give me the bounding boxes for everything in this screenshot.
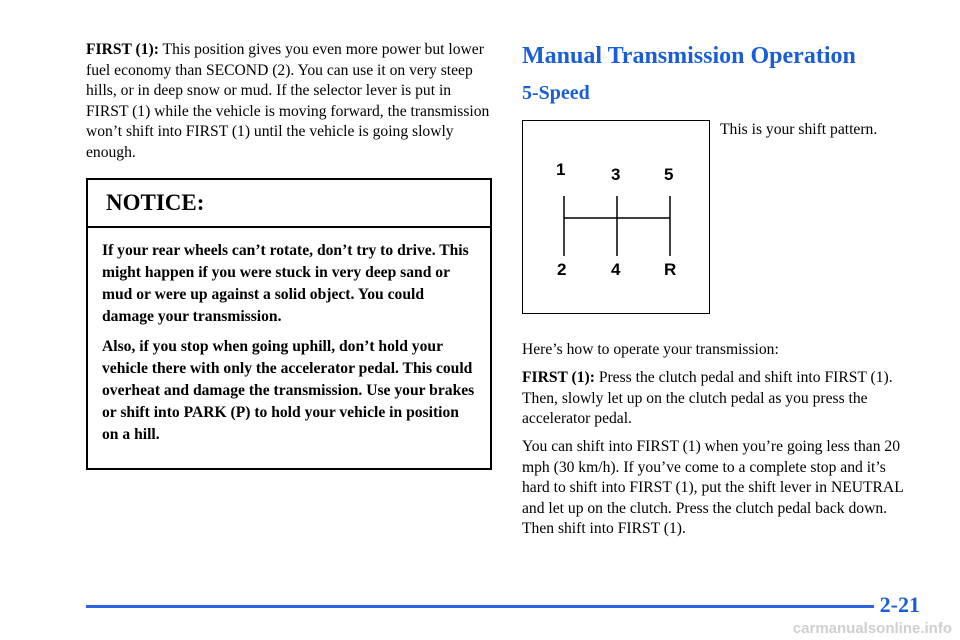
notice-paragraph-1: If your rear wheels can’t rotate, don’t try to drive. This might happen if you were stuck in very deep sand or mud or were up against a solid object. You could damage your transmission. <box>102 242 469 325</box>
gear-label-r: R <box>664 260 677 279</box>
notice-body <box>88 228 490 446</box>
gear-label-2: 2 <box>557 260 567 279</box>
first-gear-instructions-text: Press the clutch pedal and shift into FIRST (1). Then, slowly let up on the clutch pedal as you press the accelerator pedal. <box>522 369 893 427</box>
shift-into-first-paragraph: You can shift into FIRST (1) when you’re going less than 20 mph (30 km/h). If you’ve come to a complete stop and it’s hard to shift into FIRST (1), put the shift lever in NEUTRAL and let up on the clutch. Press the clutch pedal back down. Then shift into FIRST (1). <box>522 438 904 537</box>
shift-pattern-diagram <box>522 120 710 314</box>
notice-paragraph-2: Also, if you stop when going uphill, don’t hold your vehicle there with only the accelerator pedal. This could overheat and damage the transmission. Use your brakes or shift into PARK (P) to hold your vehicle in position on a hill. <box>102 338 475 443</box>
first-gear-lead-right: FIRST (1): <box>522 369 595 386</box>
notice-title: NOTICE: <box>88 180 490 228</box>
operate-intro: Here’s how to operate your transmission: <box>522 341 779 358</box>
page-number: 2-21 <box>879 592 920 617</box>
left-column <box>86 40 492 163</box>
sub-title: 5-Speed <box>522 82 590 104</box>
section-title: Manual Transmission Operation <box>522 43 856 69</box>
notice-box <box>86 178 492 470</box>
shift-pattern-caption: This is your shift pattern. <box>720 121 878 138</box>
first-gear-lead: FIRST (1): <box>86 41 159 58</box>
shift-pattern-lines <box>523 121 709 313</box>
gear-label-5: 5 <box>664 165 674 184</box>
gear-label-4: 4 <box>611 260 621 279</box>
watermark: carmanualsonline.info <box>792 620 952 637</box>
page-rule <box>86 605 874 608</box>
gear-label-3: 3 <box>611 165 621 184</box>
first-gear-paragraph <box>86 40 492 163</box>
first-gear-text: This position gives you even more power but lower fuel economy than SECOND (2). You can use it on very steep hills, or in deep snow or mud. If the selector lever is put in FIRST (1) while the vehicle is moving forward, the transmission won’t shift into FIRST (1) until the vehicle is going slowly enough. <box>86 41 490 161</box>
first-gear-instructions <box>522 368 912 430</box>
gear-label-1: 1 <box>556 160 566 179</box>
